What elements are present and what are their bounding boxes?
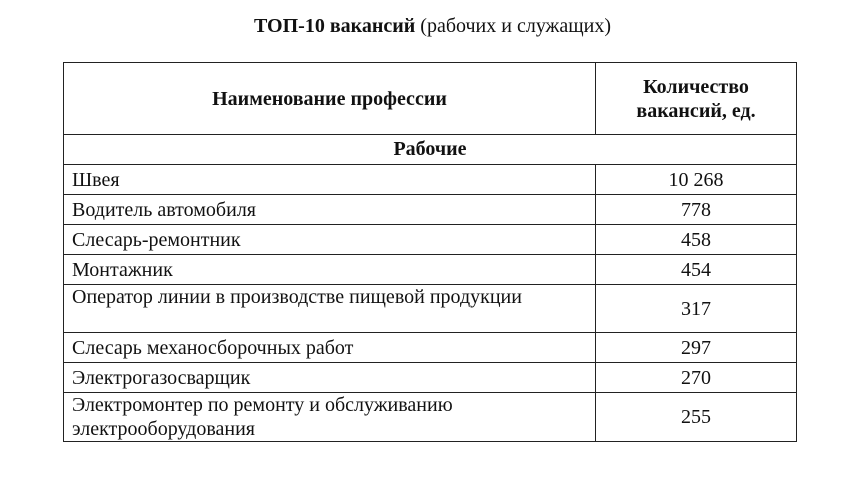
vacancy-count: 255 (596, 393, 797, 442)
profession-name: Электрогазосварщик (64, 363, 596, 393)
table-header-row (64, 63, 797, 135)
profession-name: Оператор линии в производстве пищевой продукции (64, 285, 596, 333)
vacancies-table (63, 62, 797, 442)
section-row (64, 135, 797, 165)
profession-name: Слесарь механосборочных работ (64, 333, 596, 363)
table-row (64, 165, 797, 195)
table-row (64, 195, 797, 225)
profession-name: Водитель автомобиля (64, 195, 596, 225)
profession-name: Электромонтер по ремонту и обслуживанию электрооборудования (64, 393, 596, 442)
vacancy-count: 778 (596, 195, 797, 225)
vacancy-count: 270 (596, 363, 797, 393)
header-profession: Наименование профессии (64, 63, 596, 135)
profession-name: Слесарь-ремонтник (64, 225, 596, 255)
title-subtitle: (рабочих и служащих) (420, 15, 612, 37)
vacancy-count: 10 268 (596, 165, 797, 195)
title-bold: ТОП-10 вакансий (253, 15, 416, 37)
header-count-line2: вакансий, ед. (636, 99, 756, 122)
vacancy-count: 297 (596, 333, 797, 363)
header-count-line1: Количество (643, 75, 749, 98)
vacancy-count: 317 (596, 285, 797, 333)
profession-name: Швея (64, 165, 596, 195)
section-title: Рабочие (64, 135, 797, 165)
vacancy-count: 454 (596, 255, 797, 285)
table-row (64, 285, 797, 333)
table-row (64, 225, 797, 255)
table-row (64, 255, 797, 285)
header-count (596, 63, 797, 135)
table-row (64, 363, 797, 393)
vacancy-count: 458 (596, 225, 797, 255)
table-row (64, 393, 797, 442)
document-title (0, 14, 865, 38)
table-row (64, 333, 797, 363)
profession-name: Монтажник (64, 255, 596, 285)
